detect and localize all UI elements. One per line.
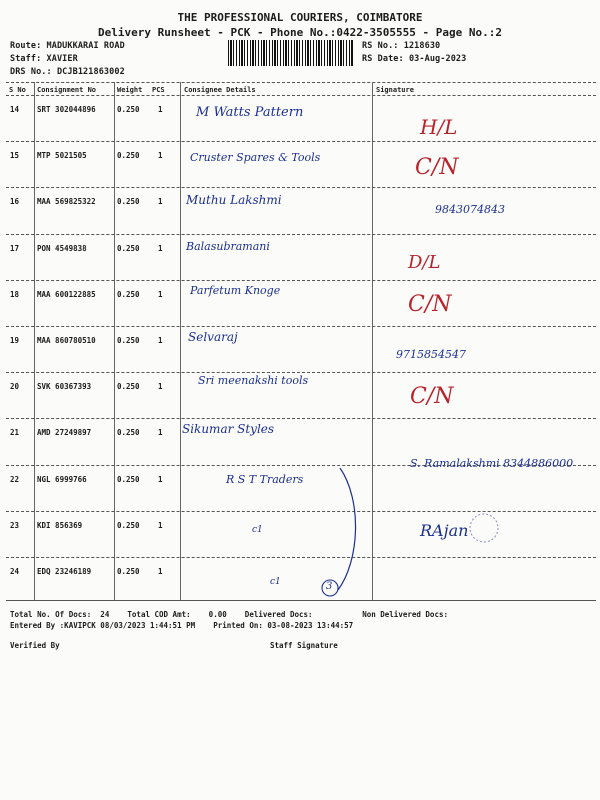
row-sno: 20 xyxy=(10,382,20,392)
row-consignee-handwritten: c1 xyxy=(252,524,263,535)
bracket-count: 3 xyxy=(326,581,333,592)
col-header-consignee: Consignee Details xyxy=(184,86,256,94)
row-signature-handwritten: D/L xyxy=(408,251,441,273)
rs-date: RS Date: 03-Aug-2023 xyxy=(362,54,467,64)
row-sno: 23 xyxy=(10,520,20,530)
table-top-rule xyxy=(6,82,596,83)
row-pcs: 1 xyxy=(158,289,163,299)
row-consignee-handwritten: Parfetum Knoge xyxy=(190,283,281,297)
route-label: Route: MADUKKARAI ROAD xyxy=(10,41,125,51)
table-bottom-rule xyxy=(6,600,596,601)
col-header-sno: S No xyxy=(9,86,26,94)
col-header-consignment: Consignment No xyxy=(37,86,97,94)
row-divider xyxy=(6,511,596,512)
row-signature-handwritten: S. Ramalakshmi 8344886000 xyxy=(410,456,574,470)
row-consignee-handwritten: Balasubramani xyxy=(186,239,270,253)
row-weight: 0.250 xyxy=(117,289,140,299)
row-weight: 0.250 xyxy=(117,567,140,576)
row-divider xyxy=(6,141,596,142)
row-consignment-no: MAA 860780510 xyxy=(37,336,96,345)
row-divider xyxy=(6,326,596,327)
row-weight: 0.250 xyxy=(117,520,140,530)
col-header-weight: Weight xyxy=(117,86,143,94)
row-sno: 14 xyxy=(10,105,20,114)
row-pcs: 1 xyxy=(158,105,163,114)
row-weight: 0.250 xyxy=(117,336,140,345)
row-signature-handwritten: C/N xyxy=(410,384,454,410)
row-consignment-no: EDQ 23246189 xyxy=(37,567,92,576)
row-sno: 16 xyxy=(10,197,20,207)
staff-label: Staff: XAVIER xyxy=(10,54,78,64)
col-divider xyxy=(372,82,373,600)
row-weight: 0.250 xyxy=(117,197,140,207)
row-signature-handwritten: RAjan xyxy=(420,520,469,540)
row-weight: 0.250 xyxy=(117,428,140,438)
row-consignment-no: KDI 856369 xyxy=(37,520,83,530)
totals-line: Total No. Of Docs: 24 Total COD Amt: 0.00 Delivered Docs: Non Delivered Docs: xyxy=(10,610,448,619)
row-pcs: 1 xyxy=(158,243,163,253)
row-divider xyxy=(6,234,596,235)
row-divider xyxy=(6,280,596,281)
row-sno: 22 xyxy=(10,474,20,484)
row-sno: 15 xyxy=(10,151,20,161)
row-consignee-handwritten: M Watts Pattern xyxy=(196,105,304,120)
row-pcs: 1 xyxy=(158,567,163,576)
row-sno: 18 xyxy=(10,289,20,299)
row-pcs: 1 xyxy=(158,382,163,392)
row-consignee-handwritten: Sri meenakshi tools xyxy=(198,374,309,388)
row-divider xyxy=(6,187,596,188)
verified-by-label: Verified By xyxy=(10,641,60,650)
row-weight: 0.250 xyxy=(117,105,140,114)
row-signature-handwritten: 9843074843 xyxy=(435,203,505,217)
row-consignment-no: SVK 60367393 xyxy=(37,382,92,392)
row-divider xyxy=(6,557,596,558)
row-consignment-no: PON 4549838 xyxy=(37,243,87,253)
row-consignee-handwritten: Selvaraj xyxy=(188,330,238,344)
row-weight: 0.250 xyxy=(117,382,140,392)
entered-by-line: Entered By :KAVIPCK 08/03/2023 1:44:51 PM Printed On: 03-08-2023 13:44:57 xyxy=(10,621,354,630)
row-sno: 24 xyxy=(10,567,20,576)
row-weight: 0.250 xyxy=(117,474,140,484)
col-divider xyxy=(34,82,35,600)
row-sno: 19 xyxy=(10,336,20,345)
row-weight: 0.250 xyxy=(117,243,140,253)
row-consignment-no: MAA 600122885 xyxy=(37,289,96,299)
row-pcs: 1 xyxy=(158,520,163,530)
row-consignee-handwritten: R S T Traders xyxy=(226,472,304,486)
row-consignee-handwritten: Cruster Spares & Tools xyxy=(190,151,321,165)
col-header-signature: Signature xyxy=(376,86,414,94)
row-sno: 21 xyxy=(10,428,20,438)
row-weight: 0.250 xyxy=(117,151,140,161)
col-divider xyxy=(114,82,115,600)
row-consignment-no: SRT 302044896 xyxy=(37,105,96,114)
runsheet-subtitle: Delivery Runsheet - PCK - Phone No.:0422-3505555 - Page No.:2 xyxy=(98,26,502,39)
col-divider xyxy=(180,82,181,600)
col-header-pcs: PCS xyxy=(152,86,165,94)
row-consignment-no: MAA 569825322 xyxy=(37,197,96,207)
row-consignment-no: MTP 5021505 xyxy=(37,151,87,161)
row-sno: 17 xyxy=(10,243,20,253)
row-signature-handwritten: C/N xyxy=(415,155,459,181)
row-consignee-handwritten: Muthu Lakshmi xyxy=(186,193,282,208)
row-pcs: 1 xyxy=(158,336,163,345)
row-signature-handwritten: H/L xyxy=(420,115,458,139)
row-pcs: 1 xyxy=(158,151,163,161)
barcode xyxy=(228,40,353,66)
row-signature-handwritten: 9715854547 xyxy=(396,348,466,361)
row-consignee-handwritten: c1 xyxy=(270,577,281,587)
drs-label: DRS No.: DCJB121863002 xyxy=(10,67,125,77)
row-pcs: 1 xyxy=(158,474,163,484)
row-signature-handwritten: C/N xyxy=(408,291,452,317)
row-pcs: 1 xyxy=(158,197,163,207)
row-consignment-no: AMD 27249897 xyxy=(37,428,92,438)
row-divider xyxy=(6,372,596,373)
row-divider xyxy=(6,418,596,419)
row-consignee-handwritten: Sikumar Styles xyxy=(182,422,275,437)
row-consignment-no: NGL 6999766 xyxy=(37,474,87,484)
staff-signature-label: Staff Signature xyxy=(270,641,338,650)
company-title: THE PROFESSIONAL COURIERS, COIMBATORE xyxy=(177,11,423,24)
table-header-rule xyxy=(6,95,596,96)
rs-number: RS No.: 1218630 xyxy=(362,41,441,51)
row-pcs: 1 xyxy=(158,428,163,438)
